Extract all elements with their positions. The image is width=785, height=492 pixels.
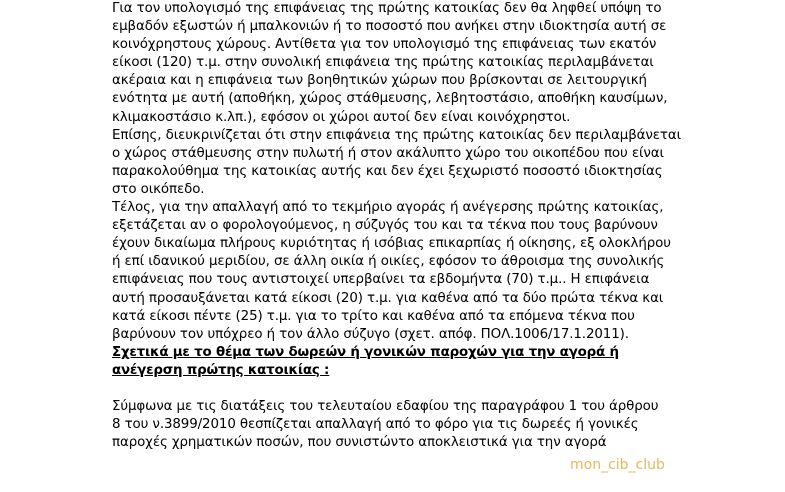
text-line: επιφάνειας που τους αντιστοιχεί υπερβαίνει τα εβδομήντα (70) τ.μ.. Η επιφάνεια xyxy=(112,272,650,288)
text-line: ο χώρος στάθμευσης στην πυλωτή ή στον ακάλυπτο χώρο του οικοπέδου που είναι xyxy=(112,145,664,161)
text-line: στο οικόπεδο. xyxy=(112,181,205,197)
section-heading xyxy=(112,344,712,380)
text-line: ακέραια και η επιφάνεια των βοηθητικών χώρων που βρίσκονται σε λειτουργική xyxy=(112,73,647,89)
text-line: αυτή προσαυξάνεται κατά είκοσι (20) τ.μ. για καθένα από τα δύο πρώτα τέκνα και xyxy=(112,290,664,306)
text-line: είκοσι (120) τ.μ. στην συνολική επιφάνεια της πρώτης κατοικίας περιλαμβάνεται xyxy=(112,55,654,71)
text-line: κοινόχρηστους χώρους. Αντίθετα για τον υπολογισμό της επιφάνειας των εκατόν xyxy=(112,37,657,53)
text-line: ενότητα με αυτή (αποθήκη, χώρος στάθμευσης, λεβητοστάσιο, αποθήκη καυσίμων, xyxy=(112,91,668,107)
text-line: κατά είκοσι πέντε (25) τ.μ. για το τρίτο και καθένα από τα επόμενα τέκνα που xyxy=(112,308,635,324)
document-body xyxy=(112,0,712,452)
text-line: παρακολούθημα της κατοικίας αυτής και δεν έχει ξεχωριστό ποσοστό ιδιοκτησίας xyxy=(112,163,663,179)
paragraph-4 xyxy=(112,398,712,452)
text-line: ή επί ιδανικού μεριδίου, σε άλλη οικία ή οικίες, εφόσον το άθροισμα της συνολικής xyxy=(112,254,665,270)
paragraph-3 xyxy=(112,199,712,344)
paragraph-2 xyxy=(112,127,712,199)
text-line: Επίσης, διευκρινίζεται ότι στην επιφάνεια της πρώτης κατοικίας δεν περιλαμβάνεται xyxy=(112,127,682,143)
text-line: παροχές χρηματικών ποσών, που συνιστώντο αποκλειστικά για την αγορά xyxy=(112,435,607,451)
text-line: εξετάζεται αν ο φορολογούμενος, η σύζυγός του και τα τέκνα που τους βαρύνουν xyxy=(112,218,658,234)
text-line: Σύμφωνα με τις διατάξεις του τελευταίου εδαφίου της παραγράφου 1 του άρθρου xyxy=(112,399,659,415)
text-line: Τέλος, για την απαλλαγή από το τεκμήριο αγοράς ή ανέγερσης πρώτης κατοικίας, xyxy=(112,200,664,216)
text-line: βαρύνουν τον υπόχρεο ή τον άλλο σύζυγο (σχετ. απόφ. ΠΟΛ.1006/17.1.2011). xyxy=(112,326,629,342)
text-line: έχουν δικαίωμα πλήρους κυριότητας ή ισόβιας επικαρπίας ή οίκησης, εξ ολοκλήρου xyxy=(112,236,671,252)
text-line: εμβαδόν εξωστών ή μπαλκονιών ή το ποσοστό που ανήκει στην ιδιοκτησία αυτή σε xyxy=(112,19,667,35)
text-line: 8 του ν.3899/2010 θεσπίζεται απαλλαγή από το φόρο για τις δωρεές ή γονικές xyxy=(112,417,639,433)
blank-line xyxy=(112,380,712,398)
text-line: κλιμακοστάσιο κ.λπ.), εφόσον οι χώροι αυτοί δεν είναι κοινόχρηστοι. xyxy=(112,109,571,125)
paragraph-1 xyxy=(112,0,712,127)
text-line: Για τον υπολογισμό της επιφάνειας της πρώτης κατοικίας δεν θα ληφθεί υπόψη το xyxy=(112,1,662,16)
heading-line: Σχετικά με το θέμα των δωρεών ή γονικών παροχών για την αγορά ή xyxy=(112,344,619,360)
heading-line: ανέγερση πρώτης κατοικίας : xyxy=(112,362,330,378)
watermark: mon_cib_club xyxy=(570,457,665,473)
